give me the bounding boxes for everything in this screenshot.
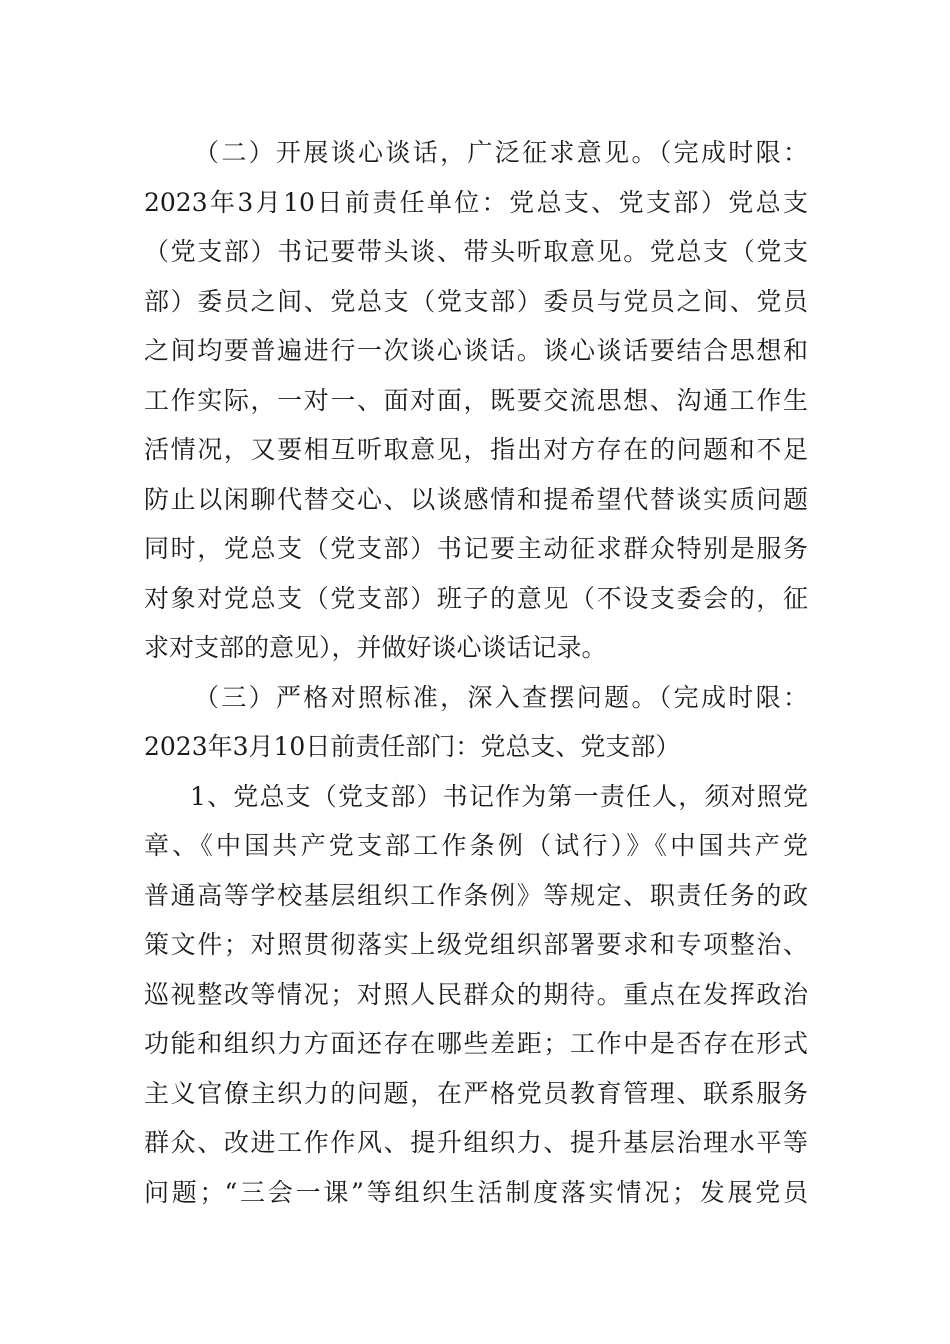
paragraph-3-last-line: 2023年3月10日前责任部门：党总支、党支部） [144,732,681,761]
item-1-first-line: 1、党总支（党支部）书记作为第一责任人，须对照党 [190,781,808,811]
item-1-line: 问题；“三会一课”等组织生活制度落实情况；发展党员 [144,1177,808,1207]
paragraph-2-line: （党支部）书记要带头谈、带头听取意见。党总支（党支 [144,237,808,266]
paragraph-2-line: 活情况，又要相互听取意见，指出对方存在的问题和不足 [144,435,808,464]
item-1-line: 主义官僚主织力的问题，在严格党员教育管理、联系服务 [144,1078,808,1108]
item-1-line: 普通高等学校基层组织工作条例》等规定、职责任务的政 [144,880,808,910]
item-1-line: 群众、改进工作作风、提升组织力、提升基层治理水平等 [144,1128,808,1157]
paragraph-2-line: 之间均要普遍进行一次谈心谈话。谈心谈话要结合思想和 [144,336,808,365]
item-1-line: 功能和组织力方面还存在哪些差距；工作中是否存在形式 [144,1029,808,1058]
paragraph-3-heading-line: （三）严格对照标准，深入查摆问题。（完成时限： [194,682,808,712]
paragraph-2-last-line: 求对支部的意见），并做好谈心谈话记录。 [144,633,607,662]
paragraph-2-line: 防止以闲聊代替交心、以谈感情和提希望代替谈实质问题 [144,484,808,514]
item-1-line: 章、《中国共产党支部工作条例（试行）》《中国共产党 [144,831,808,860]
paragraph-2-heading-line: （二）开展谈心谈话，广泛征求意见。（完成时限： [194,138,808,167]
paragraph-2-line: 对象对党总支（党支部）班子的意见（不设支委会的，征 [144,583,808,613]
item-1-line: 策文件；对照贯彻落实上级党组织部署要求和专项整治、 [144,930,808,959]
paragraph-2-line: 工作实际，一对一、面对面，既要交流思想、沟通工作生 [144,385,808,415]
paragraph-2-line: 2023年3月10日前责任单位：党总支、党支部）党总支 [144,187,808,217]
paragraph-2-line: 同时，党总支（党支部）书记要主动征求群众特别是服务 [144,534,808,563]
item-1-line: 巡视整改等情况；对照人民群众的期待。重点在发挥政治 [144,979,808,1009]
document-body [144,128,808,1217]
paragraph-2-line: 部）委员之间、党总支（党支部）委员与党员之间、党员 [144,286,808,316]
